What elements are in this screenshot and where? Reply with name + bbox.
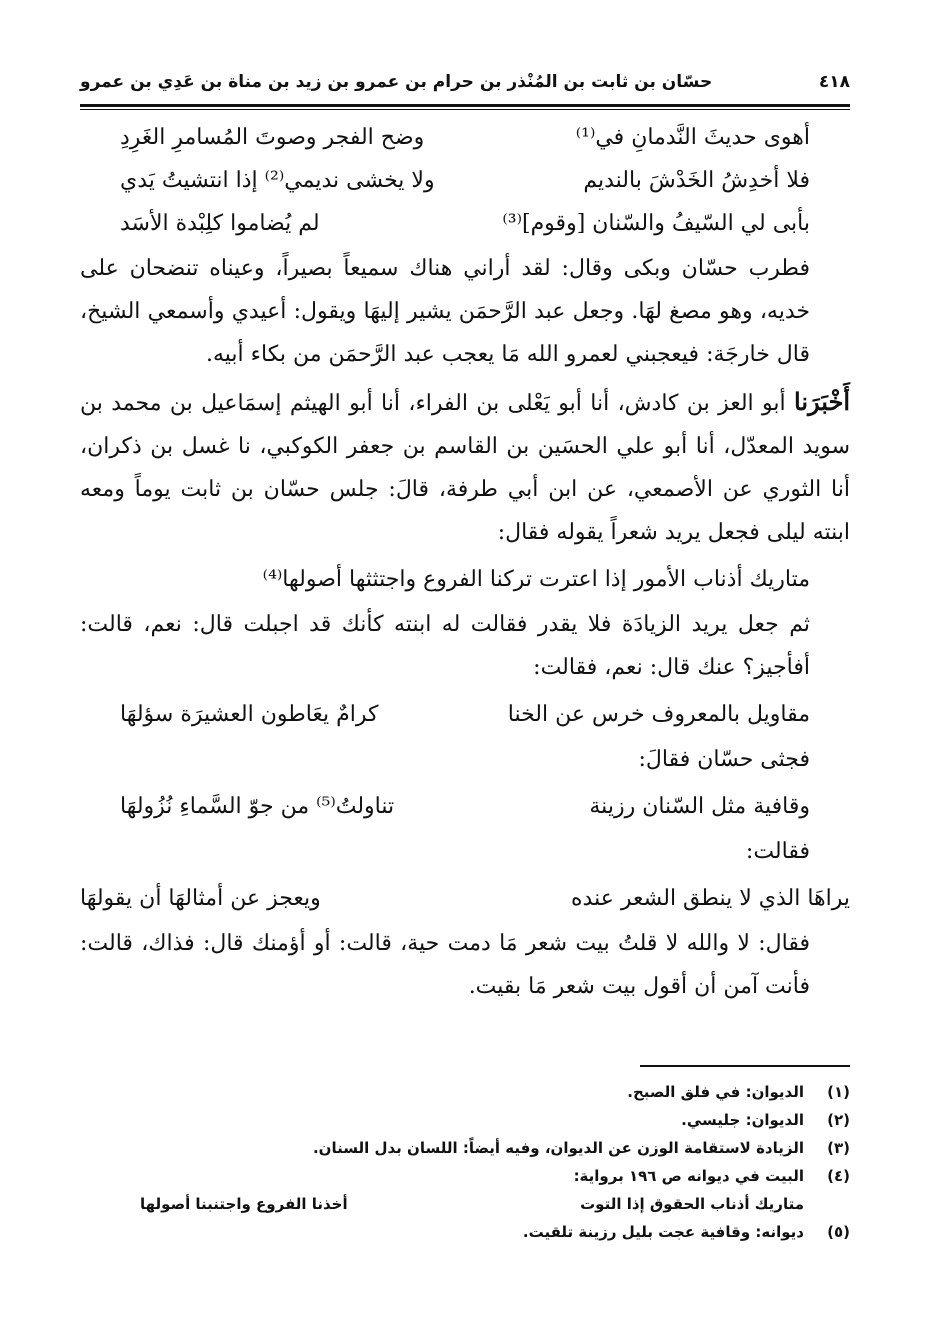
verse-line <box>80 159 850 202</box>
page-number: ٤١٨ <box>818 72 850 92</box>
footnote <box>80 1134 850 1162</box>
verse-line <box>80 116 850 159</box>
verse-hemistich-first: مقاويل بالمعروف خرس عن الخنا <box>507 702 810 727</box>
verse-hemistich-first: أهوى حديثَ النَّدمانِ في⁽¹⁾ <box>575 125 810 150</box>
paragraph: فقالت: <box>745 839 810 864</box>
paragraph: فقال: لا والله لا قلتُ بيت شعر مَا دمت حية، قالت: أو أؤمنك قال: فذاك، قالت: فأنت آمن أن أقول بيت شعر مَا بقيت. <box>80 931 810 999</box>
verse-hemistich-first: متاريك أذناب الحقوق إذا التوت <box>580 1195 804 1213</box>
footnotes <box>80 1078 850 1246</box>
verse-hemistich-second: تناولتُ⁽⁵⁾ من جوّ السَّماءِ نُزُولهَا <box>120 794 395 819</box>
verse-hemistich-first: يراهَا الذي لا ينطق الشعر عنده <box>571 886 850 911</box>
verse-hemistich-first: وقافية مثل السّنان رزينة <box>589 794 810 819</box>
verse-line <box>80 785 850 828</box>
verse-line <box>80 558 850 601</box>
paragraph-isnad <box>80 380 850 554</box>
footnote-number: (٢) <box>827 1111 850 1129</box>
footnote <box>80 1218 850 1246</box>
footnote-number: (٣) <box>827 1139 850 1157</box>
footnote <box>80 1162 850 1190</box>
paragraph: ثم جعل يريد الزيادَة فلا يقدر فقالت له ابنته كأنك قد اجبلت قال: نعم، قالت: أفأجيز؟ عنك قال: نعم، فقالت: <box>80 612 810 680</box>
verse-hemistich-second: ولا يخشى نديمي⁽²⁾ إذا انتشيتُ يَدي <box>120 168 435 193</box>
main-text <box>80 116 850 1012</box>
header-rule <box>80 104 850 107</box>
footnote-text: ديوانه: وقافية عجت بليل رزينة تلقيت. <box>522 1223 804 1241</box>
footnote-text: الديوان: جليسي. <box>681 1111 804 1129</box>
footnote-number: (٥) <box>827 1223 850 1241</box>
header-rule-thin <box>80 109 850 110</box>
verse-single: متاريك أذناب الأمور إذا اعترت تركنا الفروع واجتثثها أصولها⁽⁴⁾ <box>262 567 810 592</box>
footnote-text: الديوان: في فلق الصبح. <box>627 1083 804 1101</box>
paragraph-text: أبو العز بن كادش، أنا أبو يَعْلى بن الفراء، أنا أبو الهيثم إسمَاعيل بن محمد بن سويد المعدّل، أنا أبو علي الحسَين بن القاسم بن جعفر الكوكبي، نا غسل بن ذكران، أنا الثوري عن الأصمعي، عن ابن أبي طرفة، قالَ: جلس حسّان بن ثابت يوماً ومعه ابنته ليلى فجعل يريد شعراً يقوله فقال: <box>80 391 850 545</box>
footnote-number: (١) <box>827 1083 850 1101</box>
verse-hemistich-second: وضح الفجر وصوتَ المُسامرِ الغَرِدِ <box>120 125 425 150</box>
footnote-verse <box>80 1190 850 1218</box>
footnote-text: الزيادة لاستقامة الوزن عن الديوان، وفيه أيضاً: اللسان بدل السنان. <box>312 1139 804 1157</box>
lead-word: أَخْبَرَنا <box>794 387 850 416</box>
verse-hemistich-second: كرامٌ يعَاطون العشيرَة سؤلهَا <box>120 702 379 727</box>
paragraph: فجثى حسّان فقالَ: <box>638 747 810 772</box>
verse-hemistich-second: لم يُضاموا كلِبْدة الأسَد <box>120 211 320 236</box>
page-header <box>80 60 850 104</box>
footnote <box>80 1106 850 1134</box>
verse-line <box>80 877 850 920</box>
verse-hemistich-first: بأبى لي السّيفُ والسّنان [وقوم]⁽³⁾ <box>502 211 810 236</box>
footnote-rule <box>640 1065 850 1067</box>
verse-line <box>80 693 850 736</box>
paragraph: فطرب حسّان وبكى وقال: لقد أراني هناك سميعاً بصيراً، وعيناه تنضحان على خديه، وهو مصغ لهَا. وجعل عبد الرَّحمَن يشير إليهَا ويقول: أعيدي وأسمعي الشيخ، قال خارجَة: فيعجبني لعمرو الله مَا يعجب عبد الرَّحمَن من بكاء أبيه. <box>80 256 810 367</box>
running-title: حسّان بن ثابت بن المُنْذر بن حرام بن عمرو بن زيد بن مناة بن عَدِي بن عمرو <box>80 72 713 92</box>
footnote <box>80 1078 850 1106</box>
verse-hemistich-second: أخذنا الفروع واجتنبنا أصولها <box>140 1195 348 1213</box>
verse-hemistich-second: ويعجز عن أمثالهَا أن يقولهَا <box>80 886 321 911</box>
footnote-text: البيت في ديوانه ص ١٩٦ برواية: <box>573 1167 804 1185</box>
verse-line <box>80 202 850 245</box>
footnote-number: (٤) <box>827 1167 850 1185</box>
verse-hemistich-first: فلا أخدِشُ الخَدْشَ بالنديم <box>583 168 810 193</box>
